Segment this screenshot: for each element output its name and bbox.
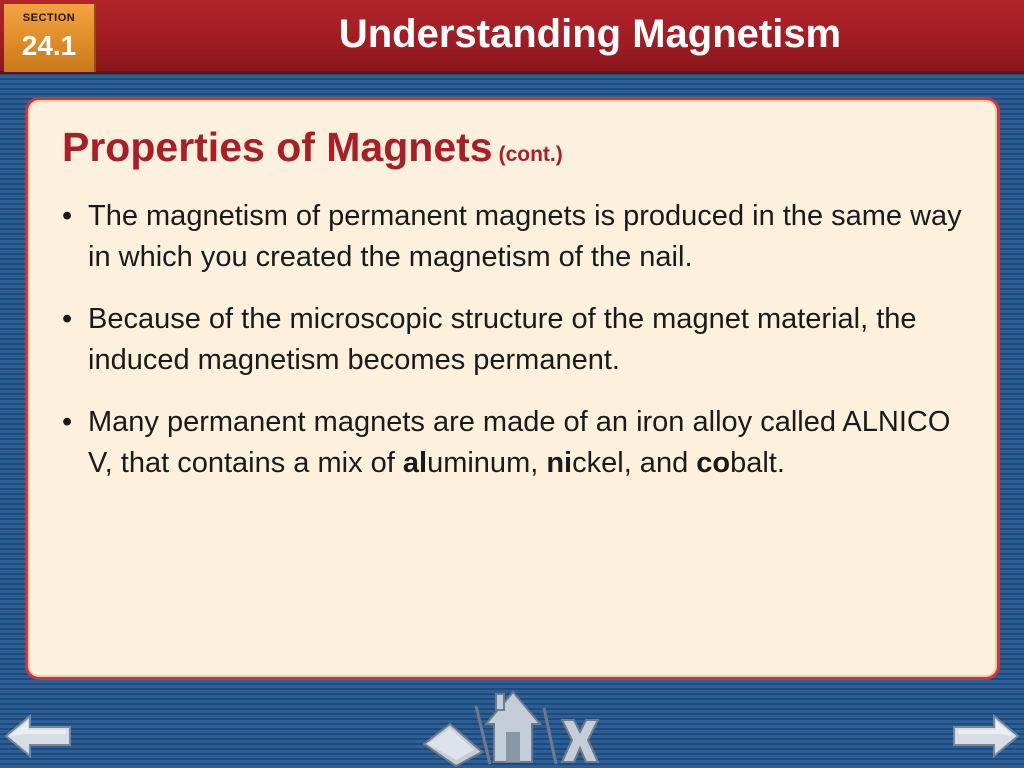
section-number: 24.1 [21,30,77,61]
bullet-item [62,299,982,381]
bullet-text: The magnetism of permanent magnets is produced in the same way in which you created the magnetism of the nail. [88,200,962,273]
bullet-text: balt. [730,447,785,479]
bullet-text: uminum, [427,447,547,479]
exit-x-icon [544,708,598,764]
bullet-list [62,196,982,505]
arrow-right-icon [954,716,1018,756]
header-bar [0,0,1024,74]
page-title: Understanding Magnetism [338,12,842,56]
next-button[interactable] [950,714,1020,758]
section-badge [4,4,96,72]
content-panel [25,97,1000,680]
previous-button[interactable] [4,714,74,758]
subtitle-text: Properties of Magnets [62,124,493,170]
bullet-text: Many permanent magnets are made of an iron alloy called ALNICO V, that contains a mix of [88,406,951,479]
arrow-left-icon [6,716,70,756]
bullet-item [62,196,982,278]
bold-text: al [402,447,428,479]
section-label: SECTION [22,12,76,24]
home-button[interactable] [480,688,546,766]
bullet-item [62,402,982,484]
bullet-text: Because of the microscopic structure of the magnet material, the induced magnetism becomes permanent. [88,303,917,376]
exit-button[interactable] [540,706,604,768]
subtitle-suffix: (cont.) [498,143,563,166]
navigation-bar [0,686,1024,768]
home-icon [486,692,540,762]
bold-text: ni [546,447,573,479]
bullet-text: ckel, and [572,447,697,479]
bold-text: co [696,447,731,479]
slide-subtitle [62,124,563,171]
